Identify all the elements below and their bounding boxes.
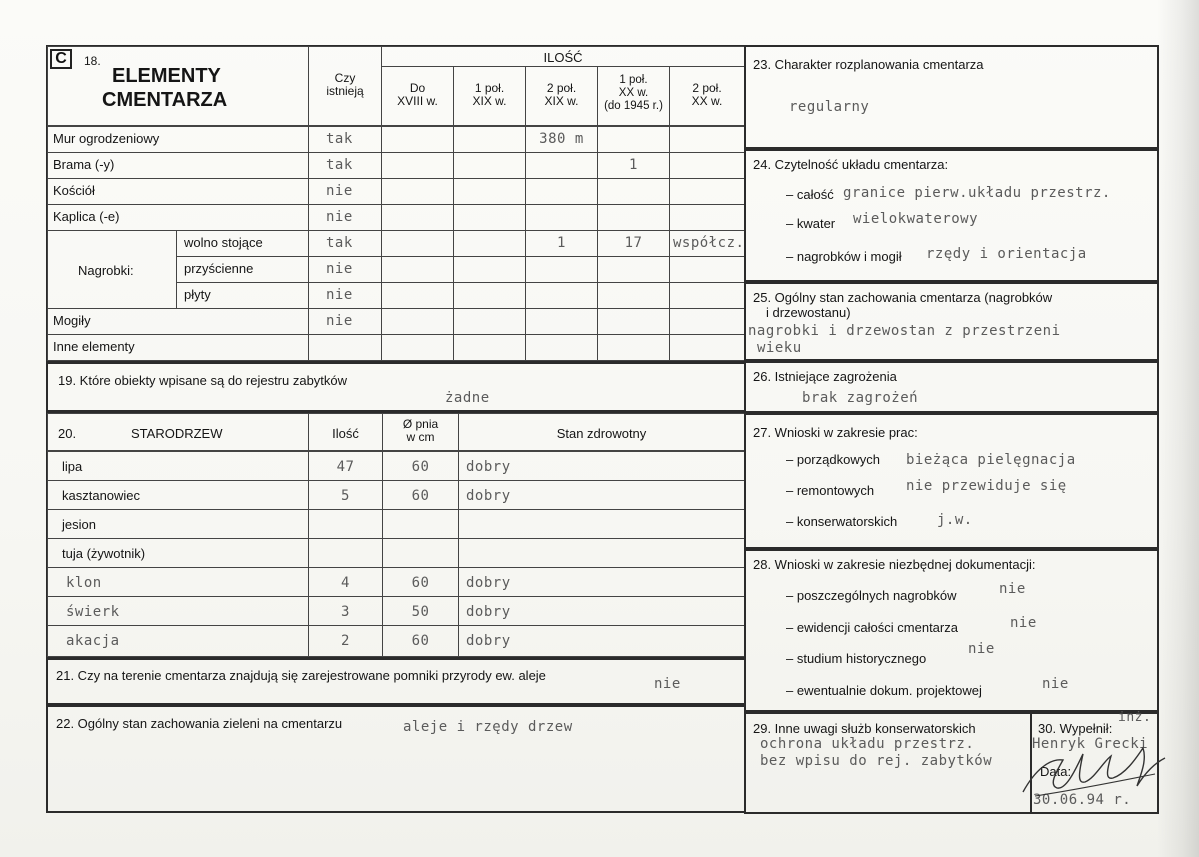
s18-col-exist-label: Czy istnieją: [326, 71, 364, 98]
s20-row-diam: 60: [411, 633, 430, 649]
s20-col-diam-label: Ø pnia w cm: [402, 417, 439, 444]
s20-row-name: akacja: [66, 633, 120, 649]
s19-value: żadne: [445, 390, 490, 406]
s18-row-value-cell: [381, 126, 454, 153]
s18-row-exist-value: tak: [326, 131, 353, 147]
s18-row-value-cell: [453, 308, 526, 335]
s18-row-value: 380 m: [539, 131, 584, 147]
s20-row-qty: 47: [336, 459, 355, 475]
s18-row-value-cell: [453, 282, 526, 309]
s30-date: 30.06.94 r.: [1033, 792, 1132, 808]
s29-value-line1: ochrona układu przestrz.: [760, 736, 975, 752]
s18-row-value-cell: [453, 178, 526, 205]
s28-item1-label: – poszczególnych nagrobków: [786, 588, 957, 603]
s20-row-diam-cell: [382, 509, 459, 539]
s18-row-value-cell: [453, 230, 526, 257]
s20-row-state: dobry: [466, 633, 511, 649]
s18-row-value-cell: [453, 126, 526, 153]
s18-row-value-cell: [669, 256, 745, 283]
s18-row-exist-value: nie: [326, 209, 353, 225]
s18-row-label: Mogiły: [53, 313, 91, 328]
s18-row-value-cell: [669, 152, 745, 179]
s18-row-value-cell: [597, 308, 670, 335]
s18-row-value-cell: [669, 334, 745, 361]
s18-row-value-cell: [525, 282, 598, 309]
s27-item2-label: – remontowych: [786, 483, 875, 498]
s24-item2-value: wielokwaterowy: [853, 211, 979, 227]
s20-row-qty: 5: [341, 488, 350, 504]
s20-row-name: klon: [66, 575, 102, 591]
s18-row-value-cell: [597, 256, 670, 283]
s28-item4-value: nie: [1042, 676, 1069, 692]
s18-row-value-cell: [597, 178, 670, 205]
s25-label-line2: i drzewostanu): [766, 305, 851, 320]
s18-row-value-cell: [525, 308, 598, 335]
s27-item1-value: bieżąca pielęgnacja: [906, 452, 1076, 468]
section-letter-box: C: [50, 49, 72, 69]
s18-row-value-cell: [669, 282, 745, 309]
s20-row-diam: 60: [411, 488, 430, 504]
s18-row-label: Brama (-y): [53, 157, 115, 172]
s24-item2-label: – kwater: [786, 216, 836, 231]
s20-row-state-cell: [458, 538, 745, 568]
s20-row-diam: 60: [411, 459, 430, 475]
s19-label: 19. Które obiekty wpisane są do rejestru zabytków: [58, 373, 348, 388]
s18-col-do-xviii-label: Do XVIII w.: [397, 81, 438, 108]
s22-label: 22. Ogólny stan zachowania zieleni na cmentarzu: [56, 716, 343, 731]
s27-item3-value: j.w.: [937, 512, 973, 528]
s20-row-diam-cell: [382, 538, 459, 568]
s20-row-state: dobry: [466, 604, 511, 620]
s28-item3-label: – studium historycznego: [786, 651, 927, 666]
s18-row-value-cell: [453, 256, 526, 283]
s28-item4-label: – ewentualnie dokum. projektowej: [786, 683, 982, 698]
s24-label: 24. Czytelność układu cmentarza:: [753, 157, 949, 172]
s24-item1-value: granice pierw.układu przestrz.: [843, 185, 1111, 201]
s28-item1-value: nie: [999, 581, 1026, 597]
s18-row-exist-value: nie: [326, 261, 353, 277]
s30-date-label: Data:: [1040, 764, 1072, 779]
s18-row-value-cell: [381, 308, 454, 335]
s20-row-state: dobry: [466, 488, 511, 504]
s18-col-2pol-xx-label: 2 poł. XX w.: [691, 81, 723, 108]
s23-value: regularny: [789, 99, 870, 115]
s18-row-label: płyty: [184, 287, 211, 302]
s18-row-label: Kaplica (-e): [53, 209, 120, 224]
s18-row-value-cell: [381, 334, 454, 361]
s27-item1-label: – porządkowych: [786, 452, 880, 467]
s20-row-name: kasztanowiec: [62, 488, 141, 503]
s29-value-line2: bez wpisu do rej. zabytków: [760, 753, 993, 769]
s18-ilosc-label: ILOŚĆ: [543, 50, 583, 65]
s20-col-qty-label: Ilość: [332, 426, 359, 441]
s18-row-value-cell: [381, 204, 454, 231]
s26-value: brak zagrożeń: [802, 390, 919, 406]
s18-col-1pol-xx-label: 1 poł. XX w. (do 1945 r.): [604, 74, 663, 112]
s20-row-state: dobry: [466, 459, 511, 475]
s20-row-name: lipa: [62, 459, 83, 474]
s18-row-exist-value: tak: [326, 157, 353, 173]
s20-number: 20.: [58, 426, 77, 441]
s18-row-label: Kościół: [53, 183, 95, 198]
s28-item2-value: nie: [1010, 615, 1037, 631]
s18-row-label: przyścienne: [184, 261, 254, 276]
s18-title-line2: CMENTARZA: [102, 89, 228, 111]
s18-title-line1: ELEMENTY: [112, 65, 221, 87]
s18-row-exist-value: nie: [326, 183, 353, 199]
s25-value-line1: nagrobki i drzewostan z przestrzeni: [748, 323, 1061, 339]
s20-row-qty: 2: [341, 633, 350, 649]
s18-row-value-cell: [597, 126, 670, 153]
s18-col-2pol-xix-label: 2 poł. XIX w.: [544, 81, 579, 108]
s30-title-prefix: inż.: [1118, 710, 1152, 725]
s18-row-exist-value: nie: [326, 313, 353, 329]
s18-row-value-cell: [453, 204, 526, 231]
s20-row-name: świerk: [66, 604, 120, 620]
s18-row-value-cell: [525, 256, 598, 283]
s18-row-value-cell: [525, 178, 598, 205]
s21-value: nie: [654, 676, 681, 692]
s18-row-value-cell: [381, 256, 454, 283]
s18-row-value-cell: [597, 204, 670, 231]
s18-col-1pol-xix-label: 1 poł. XIX w.: [472, 81, 507, 108]
s18-row-value-cell: [597, 282, 670, 309]
s18-row-value: 1: [629, 157, 638, 173]
s18-row-value: 17: [624, 235, 643, 251]
s25-label-line1: 25. Ogólny stan zachowania cmentarza (nagrobków: [753, 290, 1053, 305]
s30-label: 30. Wypełnił:: [1038, 721, 1113, 736]
s20-row-name-cell: [47, 451, 309, 481]
s18-row-value: współcz.: [673, 235, 745, 251]
s18-row-value-cell: [381, 230, 454, 257]
s18-row-value-cell: [381, 152, 454, 179]
s20-row-state: dobry: [466, 575, 511, 591]
s18-row-exist-value: tak: [326, 235, 353, 251]
s18-row-value: 1: [557, 235, 566, 251]
s27-item2-value: nie przewiduje się: [906, 478, 1067, 494]
s18-row-value-cell: [381, 282, 454, 309]
s27-item3-label: – konserwatorskich: [786, 514, 898, 529]
s18-row-label: Mur ogrodzeniowy: [53, 131, 160, 146]
s26-label: 26. Istniejące zagrożenia: [753, 369, 897, 384]
s28-item2-label: – ewidencji całości cmentarza: [786, 620, 958, 635]
s22-value: aleje i rzędy drzew: [403, 719, 573, 735]
s24-item1-label: – całość: [786, 187, 834, 202]
s18-row-value-cell: [669, 308, 745, 335]
s18-number: 18.: [84, 54, 101, 68]
s20-title: STARODRZEW: [131, 426, 223, 441]
s20-row-qty-cell: [308, 509, 383, 539]
s24-item3-label: – nagrobków i mogił: [786, 249, 902, 264]
handwritten-signature: [1015, 730, 1175, 805]
s18-row-exist-value: nie: [326, 287, 353, 303]
s20-row-state-cell: [458, 509, 745, 539]
s23-label: 23. Charakter rozplanowania cmentarza: [753, 57, 984, 72]
s18-row-value-cell: [453, 334, 526, 361]
s18-row-value-cell: [669, 204, 745, 231]
s20-row-diam: 50: [411, 604, 430, 620]
paper-edge-shadow: [1157, 0, 1199, 857]
s25-value-line2: wieku: [757, 340, 802, 356]
s27-label: 27. Wnioski w zakresie prac:: [753, 425, 918, 440]
s18-row-label: wolno stojące: [184, 235, 263, 250]
s18-row-value-cell: [525, 152, 598, 179]
s20-row-qty-cell: [308, 538, 383, 568]
s20-row-diam: 60: [411, 575, 430, 591]
s20-row-name: tuja (żywotnik): [62, 546, 146, 561]
s18-row-value-cell: [669, 178, 745, 205]
s18-row-value-cell: [381, 178, 454, 205]
s30-name: Henryk Grecki: [1032, 736, 1149, 752]
s28-item3-value: nie: [968, 641, 995, 657]
s18-row-value-cell: [525, 334, 598, 361]
s18-row-exist-cell: [308, 334, 382, 361]
s20-row-name: jesion: [62, 517, 96, 532]
s18-nagrobki-label: Nagrobki:: [78, 263, 134, 278]
s29-label: 29. Inne uwagi służb konserwatorskich: [753, 721, 976, 736]
s20-col-state-label: Stan zdrowotny: [556, 426, 647, 441]
s18-row-value-cell: [597, 334, 670, 361]
s18-row-label: Inne elementy: [53, 339, 135, 354]
s24-item3-value: rzędy i orientacja: [926, 246, 1087, 262]
s21-label: 21. Czy na terenie cmentarza znajdują się zarejestrowane pomniki przyrody ew. aleje: [56, 668, 546, 683]
s18-row-value-cell: [669, 126, 745, 153]
s18-row-value-cell: [525, 204, 598, 231]
s20-row-qty: 3: [341, 604, 350, 620]
s18-row-value-cell: [453, 152, 526, 179]
s28-label: 28. Wnioski w zakresie niezbędnej dokumentacji:: [753, 557, 1036, 572]
s20-row-qty: 4: [341, 575, 350, 591]
